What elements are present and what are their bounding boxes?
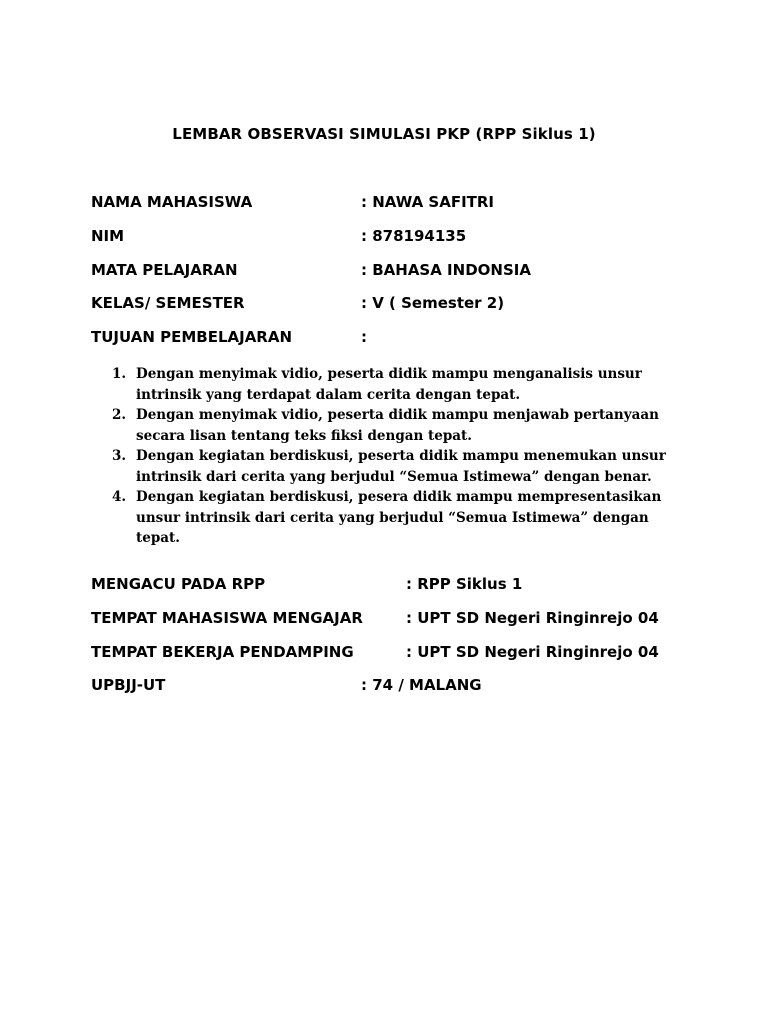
field-value: : UPT SD Negeri Ringinrejo 04	[406, 609, 659, 627]
list-item-text: Dengan kegiatan berdiskusi, peserta didik mampu menemukan unsur intrinsik dari cerita yang berjudul “Semua Istimewa” dengan benar.	[136, 448, 666, 485]
field-value: : NAWA SAFITRI	[361, 193, 495, 211]
list-item-text: Dengan menyimak vidio, peserta didik mampu menganalisis unsur intrinsik yang terdapat dalam cerita dengan tepat.	[136, 366, 642, 403]
field-label: UPBJJ-UT	[91, 676, 166, 694]
field-label: MATA PELAJARAN	[91, 261, 238, 279]
list-item-number: 2.	[112, 407, 127, 423]
list-item-text: Dengan menyimak vidio, peserta didik mampu menjawab pertanyaan secara lisan tentang teks fiksi dengan tepat.	[136, 407, 659, 444]
field-label: NIM	[91, 227, 125, 245]
document-title: LEMBAR OBSERVASI SIMULASI PKP (RPP Siklus 1)	[172, 125, 596, 143]
field-value: : 878194135	[361, 227, 467, 245]
field-label: NAMA MAHASISWA	[91, 193, 253, 211]
list-item-text: Dengan kegiatan berdiskusi, pesera didik mampu mempresentasikan unsur intrinsik dari cerita yang berjudul “Semua Istimewa” dengan tepat.	[136, 489, 662, 546]
field-value: : BAHASA INDONSIA	[361, 261, 531, 279]
field-value: : V ( Semester 2)	[361, 294, 505, 312]
field-value: :	[361, 328, 367, 346]
field-label: TEMPAT BEKERJA PENDAMPING	[91, 643, 354, 661]
list-item-number: 1.	[112, 366, 127, 382]
field-label: TEMPAT MAHASISWA MENGAJAR	[91, 609, 363, 627]
field-value: : UPT SD Negeri Ringinrejo 04	[406, 643, 659, 661]
list-item	[91, 487, 691, 549]
list-item-number: 3.	[112, 448, 127, 464]
learning-objectives-list	[91, 364, 691, 549]
field-label: MENGACU PADA RPP	[91, 575, 266, 593]
list-item	[91, 405, 691, 446]
field-value: : RPP Siklus 1	[406, 575, 523, 593]
list-item	[91, 364, 691, 405]
list-item	[91, 446, 691, 487]
field-value: : 74 / MALANG	[361, 676, 482, 694]
list-item-number: 4.	[112, 489, 127, 505]
field-label: TUJUAN PEMBELAJARAN	[91, 328, 293, 346]
field-label: KELAS/ SEMESTER	[91, 294, 245, 312]
